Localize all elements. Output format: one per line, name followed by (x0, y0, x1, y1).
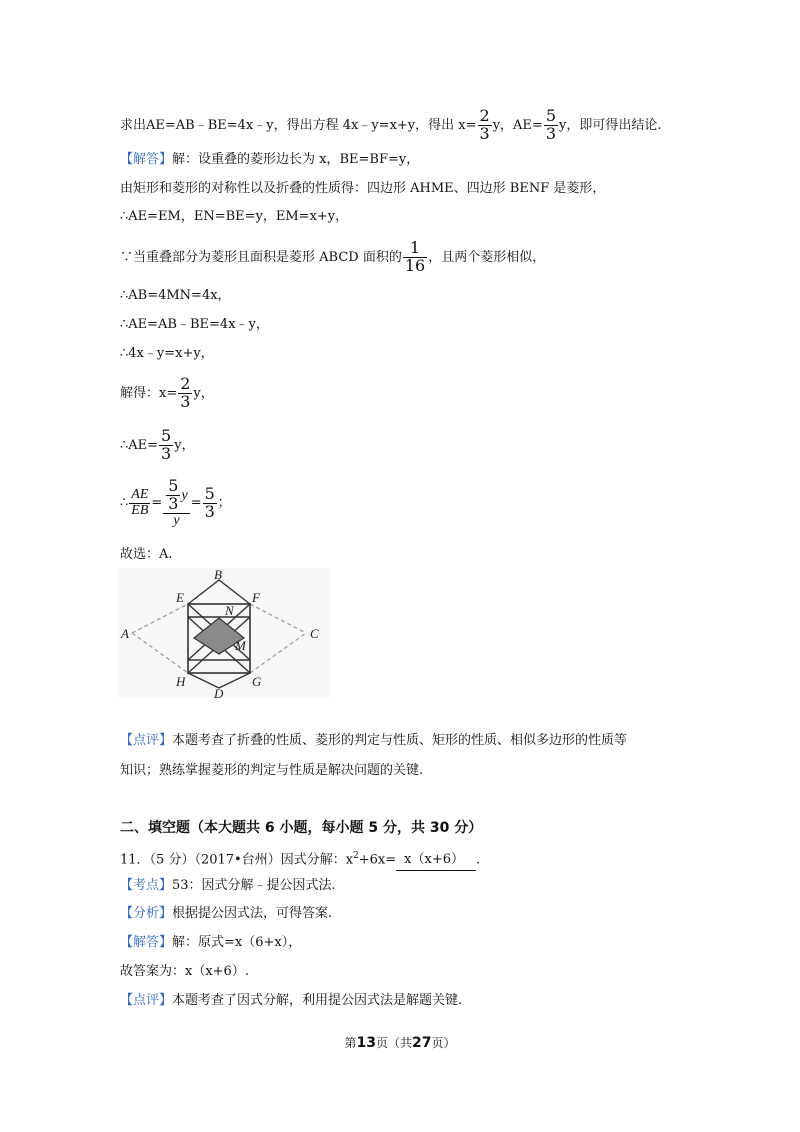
text-line-14: 知识；熟练掌握菱形的判定与性质是解决问题的关键. (120, 763, 424, 778)
text-line-4: ∴AE=EM，EN=BE=y，EM=x+y， (120, 209, 349, 224)
text-line-7: ∴AE=AB﹣BE=4x﹣y， (120, 317, 269, 332)
text-line-1: 求出AE=AB﹣BE=4x﹣y，得出方程 4x﹣y=x+y，得出 x= $\frac{2}{3}$ y，AE= $\frac{5}{3}$ y，即可得出结论. (120, 106, 662, 143)
text-line-5: ∵当重叠部分为菱形且面积是菱形 ABCD 面积的 $\frac{1}{16}$ ，且两个菱形相似， (120, 238, 546, 275)
knowledge-point: 【考点】53：因式分解﹣提公因式法. (120, 878, 336, 893)
text-line-10: ∴AE= $\frac{5}{3}$ y， (120, 426, 195, 463)
section-heading: 二、填空题（本大题共 6 小题，每小题 5 分，共 30 分） (120, 820, 483, 836)
page-footer: 第13页（共27页） (344, 1035, 456, 1051)
solution: 【解答】解：原式=x（6+x）， (120, 935, 302, 950)
text-line-13: 【点评】本题考查了折叠的性质、菱形的判定与性质、矩形的性质、相似多边形的性质等 (120, 733, 628, 748)
solution-tag: 【解答】 (120, 935, 173, 950)
fraction: $\frac{5}{3}$ (545, 106, 556, 143)
fraction-ae-eb: $\frac{AE}{EB}$ (131, 486, 149, 518)
question-11: 11．（5 分）（2017•台州）因式分解：$x^2+6x= x(x+6)$ . (120, 846, 480, 871)
label-n: N (225, 603, 234, 618)
fraction: $\frac{1}{16}$ (404, 238, 426, 275)
text-line-12: 故选：A. (120, 547, 173, 562)
page-number: 13 (356, 1035, 376, 1051)
text-line-8: ∴4x﹣y=x+y， (120, 346, 214, 361)
label-a: A (121, 626, 129, 641)
label-e: E (176, 590, 184, 605)
fraction: $\frac{2}{3}$ (180, 374, 191, 411)
label-g: G (252, 674, 262, 689)
text-line-11: ∴ $\frac{AE}{EB}$ = $\frac{5}{3}$ y y = $\frac{5}{3}$ ； (120, 476, 231, 528)
fraction: $\frac{5}{3}$ (161, 426, 172, 463)
analysis: 【分析】根据提公因式法，可得答案. (120, 906, 333, 921)
text-line-3: 由矩形和菱形的对称性以及折叠的性质得：四边形 AHME、四边形 BENF 是菱形， (120, 181, 606, 196)
label-m: M (235, 638, 246, 653)
label-b: B (214, 568, 222, 582)
answer-line: 故答案为：x（x+6）. (120, 964, 249, 979)
compound-fraction: $\frac{5}{3}$ y y (163, 478, 189, 528)
review-tag-2: 【点评】 (120, 993, 173, 1008)
label-f: F (252, 590, 260, 605)
fraction: $\frac{5}{3}$ (204, 483, 215, 521)
rhombus-figure (118, 568, 330, 698)
text-line-2: 【解答】解：设重叠的菱形边长为 x，BE=BF=y， (120, 152, 420, 167)
page-total: 27 (412, 1035, 432, 1051)
label-c: C (310, 626, 319, 641)
text-line-9: 解得：x= $\frac{2}{3}$ y， (120, 374, 214, 411)
answer-tag: 【解答】 (120, 152, 173, 167)
fraction: $\frac{2}{3}$ (479, 106, 490, 143)
knowledge-tag: 【考点】 (120, 878, 173, 893)
answer-blank: x（x+6） (396, 850, 476, 871)
analysis-tag: 【分析】 (120, 906, 173, 921)
label-d: D (214, 686, 224, 698)
text-line-6: ∴AB=4MN=4x， (120, 288, 231, 303)
review-tag: 【点评】 (120, 733, 173, 748)
review: 【点评】本题考查了因式分解，利用提公因式法是解题关键. (120, 993, 463, 1008)
label-h: H (176, 674, 186, 689)
